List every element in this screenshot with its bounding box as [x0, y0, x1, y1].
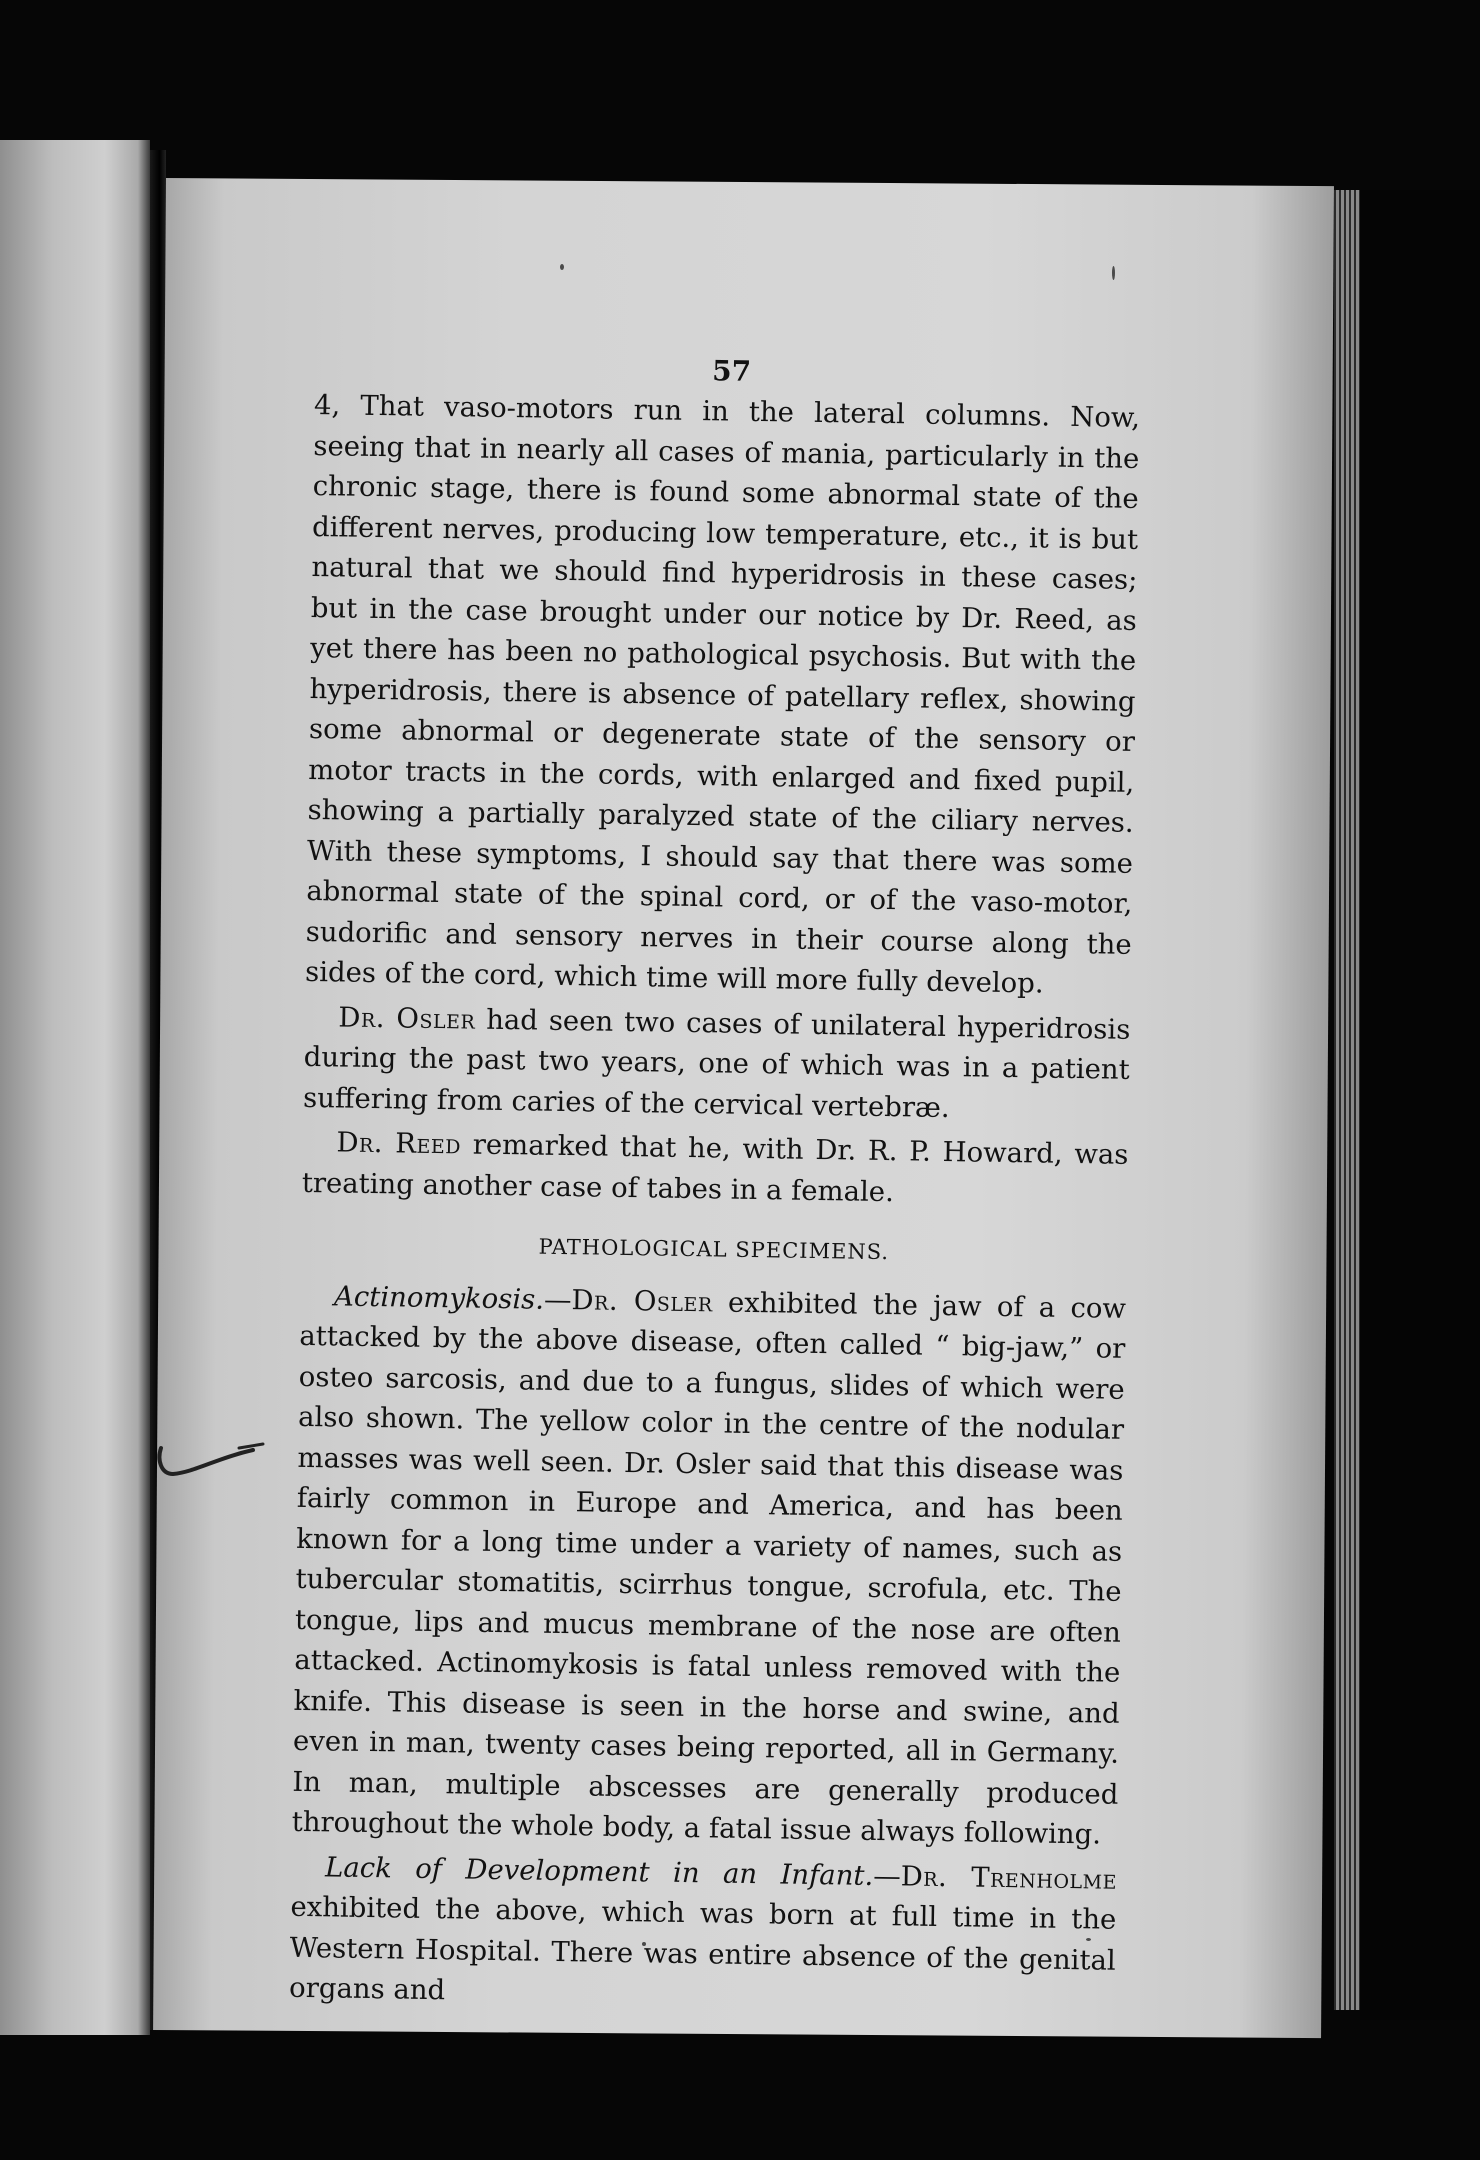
speaker-name: Dr. Osler — [338, 1000, 476, 1036]
paragraph-text: had seen two cases of unilateral hyperidrosis during the past two years, one of which was in a patient suffering from caries of the cervical vertebræ. — [302, 1003, 1131, 1124]
ink-speck — [560, 264, 564, 270]
em-dash: — — [872, 1859, 901, 1892]
specimen-title: Lack of Development in an Infant. — [324, 1850, 874, 1892]
speaker-name: Dr. Osler — [571, 1283, 713, 1318]
ink-speck — [1112, 266, 1115, 280]
specimen-text: exhibited the jaw of a cow attacked by the above disease, often called “ big-jaw,” or osteo sarcosis, and due to a fungus, slides of which were also shown. The yellow color in the centre of the nodular masses was well seen. Dr. Osler said that this disease was fairly common in Europe and America, and has been known for a long time under a variety of names, such as tubercular stomatitis, scirrhus tongue, scrofula, etc. The tongue, lips and mucus membrane of the nose are often attacked. Actinomykosis is fatal unless removed with the knife. This disease is seen in the horse and swine, and even in man, twenty cases being reported, all in Germany. In man, multiple abscesses are generally produced throughout the whole body, a fatal issue always following. — [291, 1286, 1127, 1851]
specimen-lack-of-development — [289, 1846, 1117, 2021]
specimen-title: Actinomykosis. — [333, 1279, 545, 1316]
scan-margin-dark — [1360, 190, 1480, 2020]
page-number: 57 — [711, 354, 752, 388]
speaker-name: Dr. Reed — [336, 1126, 462, 1161]
speaker-name: Dr. Trenholme — [900, 1859, 1118, 1896]
specimen-actinomykosis — [291, 1275, 1126, 1855]
pencil-mark-icon — [155, 1440, 270, 1500]
facing-page-edge — [0, 140, 150, 2035]
page-text — [289, 345, 1141, 2021]
section-heading: PATHOLOGICAL SPECIMENS. — [538, 1234, 890, 1265]
specimen-text: exhibited the above, which was born at full time in the Western Hospital. There was entire absence of the genital organs and — [288, 1890, 1117, 2007]
paragraph-text: remarked that he, with Dr. R. P. Howard, was treating another case of tabes in a female. — [301, 1128, 1129, 1208]
paragraph-reed — [302, 1122, 1129, 1216]
paragraph-osler — [303, 996, 1131, 1130]
paragraph-continuation: 4, That vaso-motors run in the lateral columns. Now, seeing that in nearly all cases of mania, particularly in the chronic stage, there is found some abnormal state of the different nerves, producing low temperature, etc., it is but natural that we should find hyperidrosis in these cases; but in the case brought under our notice by Dr. Reed, as yet there has been no pathological psychosis. But with the hyperidrosis, there is absence of patellary reflex, showing some abnormal or degenerate state of the sensory or motor tracts in the cords, with enlarged and fixed pupil, showing a partially paralyzed state of the ciliary nerves. With these symptoms, I should say that there was some abnormal state of the spinal cord, or of the vaso-motor, sudorific and sensory nerves in their course along the sides of the cord, which time will more fully develop. — [304, 388, 1141, 1000]
em-dash: — — [543, 1283, 572, 1316]
page-stack-edge — [1334, 190, 1360, 2010]
